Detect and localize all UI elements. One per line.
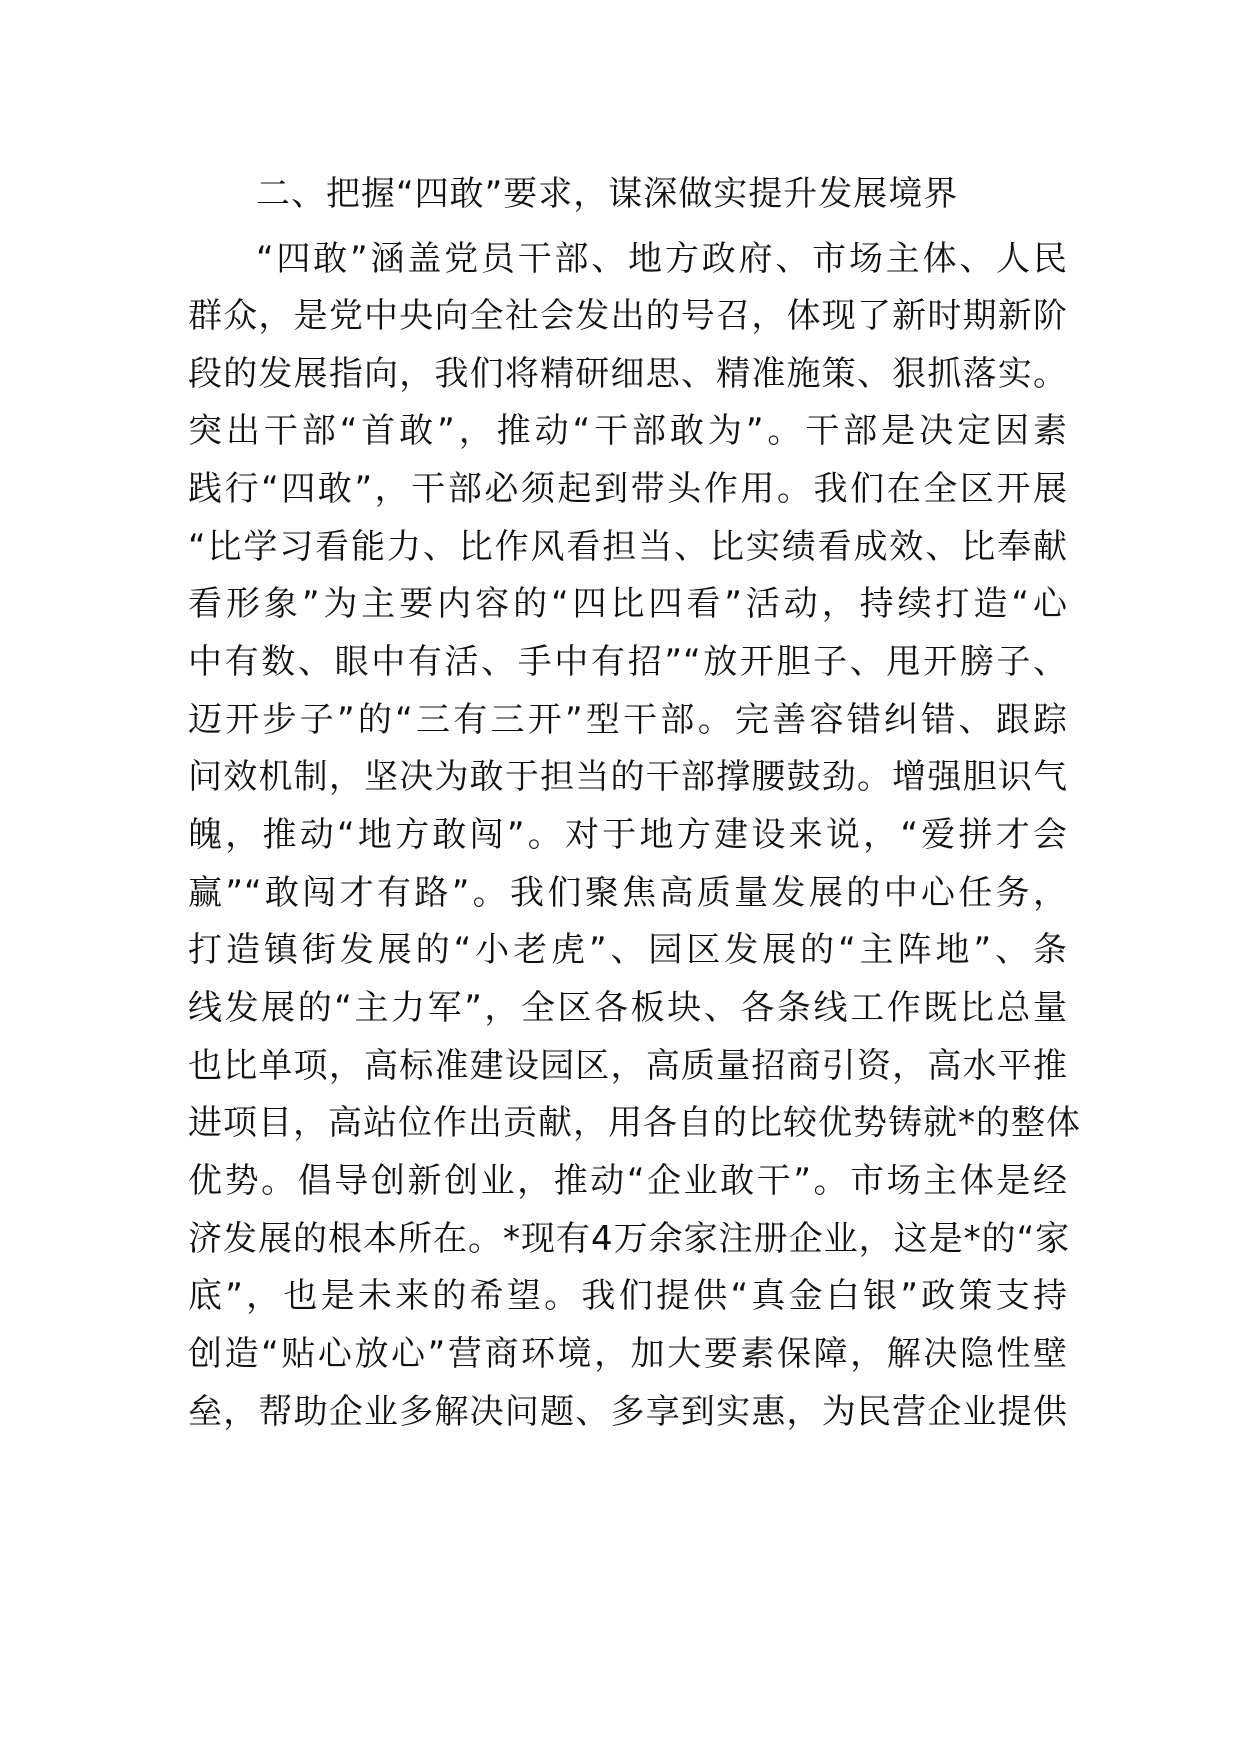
paragraph-line: 垒，帮助企业多解决问题、多享到实惠，为民营企业提供	[188, 1392, 1068, 1432]
paragraph-line: “比学习看能力、比作风看担当、比实绩看成效、比奉献	[188, 527, 1068, 567]
paragraph-line: 也比单项，高标准建设园区，高质量招商引资，高水平推	[188, 1046, 1068, 1086]
paragraph-line: 打造镇街发展的“小老虎”、园区发展的“主阵地”、条	[188, 930, 1068, 970]
paragraph-line: 优势。倡导创新创业，推动“企业敢干”。市场主体是经	[188, 1161, 1068, 1201]
paragraph-line: 魄，推动“地方敢闯”。对于地方建设来说，“爱拼才会	[188, 815, 1068, 855]
paragraph-line: 进项目，高站位作出贡献，用各自的比较优势铸就*的整体	[188, 1103, 1081, 1143]
paragraph-line: 底”，也是未来的希望。我们提供“真金白银”政策支持	[188, 1276, 1068, 1316]
paragraph-line: 群众，是党中央向全社会发出的号召，体现了新时期新阶	[188, 296, 1068, 336]
paragraph-line: 段的发展指向，我们将精研细思、精准施策、狠抓落实。	[188, 354, 1068, 394]
paragraph-line: 问效机制，坚决为敢于担当的干部撑腰鼓劲。增强胆识气	[188, 757, 1068, 797]
paragraph-line: 迈开步子”的“三有三开”型干部。完善容错纠错、跟踪	[188, 700, 1068, 740]
paragraph-line: 中有数、眼中有活、手中有招”“放开胆子、甩开膀子、	[188, 642, 1068, 682]
paragraph-line: 线发展的“主力军”，全区各板块、各条线工作既比总量	[188, 988, 1068, 1028]
paragraph-line: 突出干部“首敢”，推动“干部敢为”。干部是决定因素	[188, 411, 1068, 451]
paragraph-line: 看形象”为主要内容的“四比四看”活动，持续打造“心	[188, 584, 1068, 624]
paragraph-line: “四敢”涵盖党员干部、地方政府、市场主体、人民	[256, 239, 1068, 279]
paragraph-line: 创造“贴心放心”营商环境，加大要素保障，解决隐性壁	[188, 1334, 1068, 1374]
section-heading: 二、把握“四敢”要求，谋深做实提升发展境界	[256, 174, 959, 214]
paragraph-line: 赢”“敢闯才有路”。我们聚焦高质量发展的中心任务，	[188, 873, 1068, 913]
paragraph-line: 济发展的根本所在。*现有4万余家注册企业，这是*的“家	[188, 1219, 1071, 1259]
paragraph-line: 践行“四敢”，干部必须起到带头作用。我们在全区开展	[188, 469, 1068, 509]
